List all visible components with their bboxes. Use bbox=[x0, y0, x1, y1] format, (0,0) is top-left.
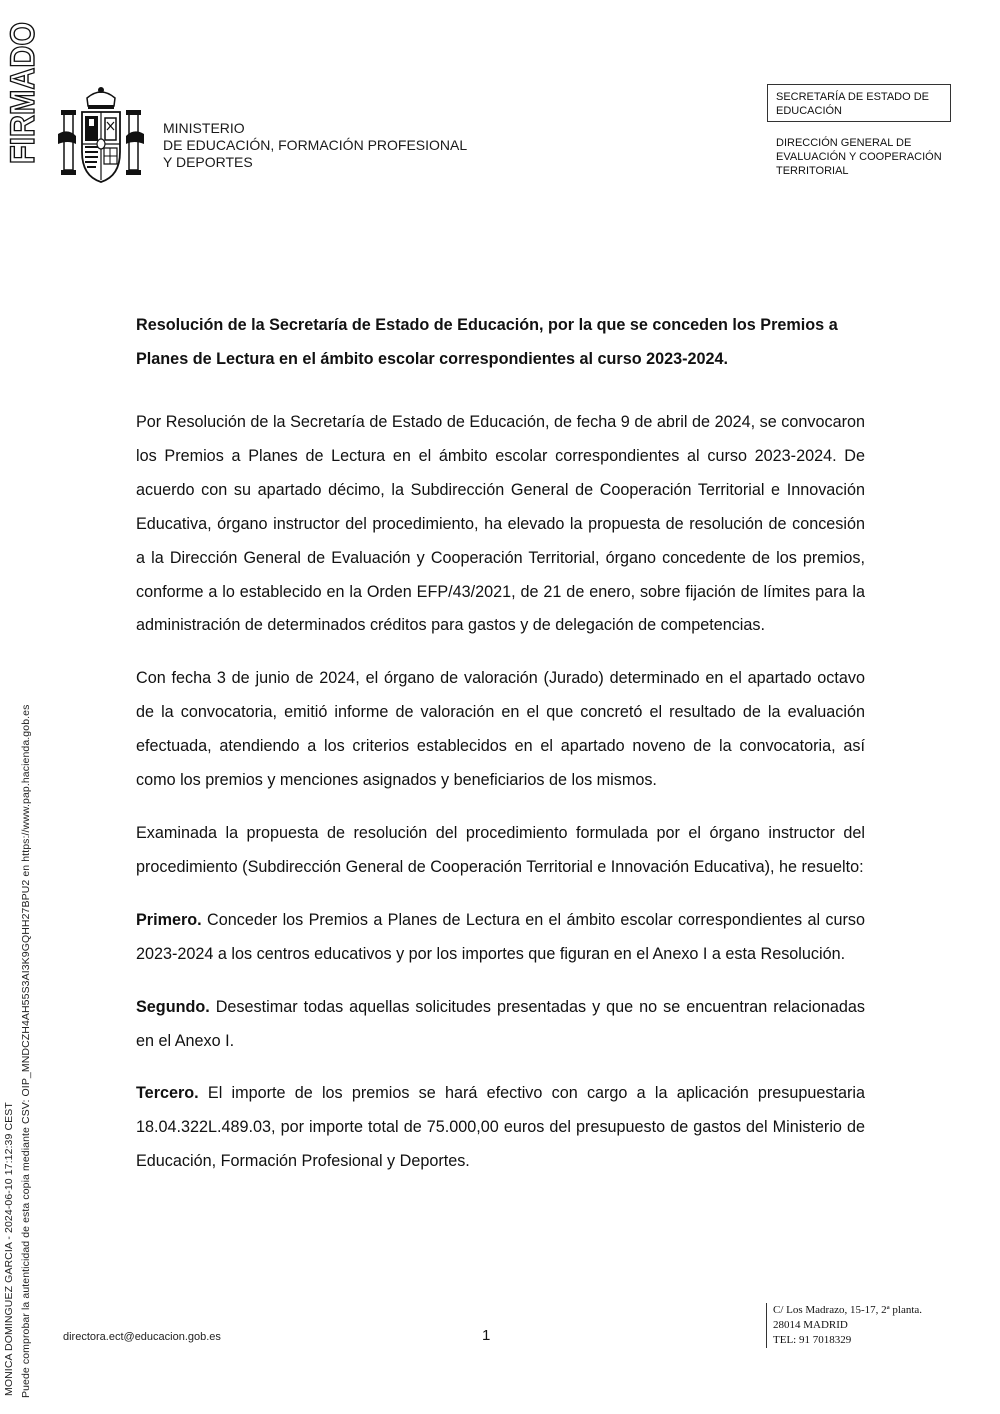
paragraph-convocatoria: Por Resolución de la Secretaría de Estado de Educación, de fecha 9 de abril de 2024, se convocaron los Premios a Planes de Lectura en el ámbito escolar correspondientes al curso 2023-2024. De acuerdo con su apartado décimo, la Subdirección General de Cooperación Territorial e Innovación Educativa, órgano instructor del procedimiento, ha elevado la propuesta de resolución de concesión a la Dirección General de Evaluación y Cooperación Territorial, órgano concedente de los premios, conforme a lo establecido en la Orden EFP/43/2021, de 21 de enero, sobre fijación de límites para la administración de determinados créditos para gastos y de delegación de competencias. bbox=[136, 413, 865, 635]
document-body bbox=[136, 308, 865, 1198]
address-line: TEL: 91 7018329 bbox=[773, 1334, 852, 1346]
resolution-segundo bbox=[136, 991, 865, 1059]
primero-text: Conceder los Premios a Planes de Lectura en el ámbito escolar correspondientes al curso 2023-2024 a los centros educativos y por los importes que figuran en el Anexo I a esta Resolución. bbox=[136, 910, 865, 963]
address-line: C/ Los Madrazo, 15-17, 2ª planta. bbox=[773, 1304, 923, 1316]
ministry-name bbox=[163, 120, 467, 171]
paragraph-jurado: Con fecha 3 de junio de 2024, el órgano de valoración (Jurado) determinado en el apartado octavo de la convocatoria, emitió informe de valoración en el que concretó el resultado de la evaluación efectuada, atendiendo a los criterios establecidos en el apartado noveno de la convocatoria, así como los premios y menciones asignados y beneficiarios de los mismos. bbox=[136, 669, 865, 790]
address-line: 28014 MADRID bbox=[773, 1319, 848, 1331]
footer-email: directora.ect@educacion.gob.es bbox=[63, 1331, 221, 1343]
paragraph-propuesta: Examinada la propuesta de resolución del procedimiento formulada por el órgano instructor del procedimiento (Subdirección General de Cooperación Territorial e Innovación Educativa), he resuelto: bbox=[136, 823, 865, 876]
resolution-primero bbox=[136, 904, 865, 972]
segundo-text: Desestimar todas aquellas solicitudes presentadas y que no se encuentran relacionadas en el Anexo I. bbox=[136, 997, 865, 1050]
tercero-label: Tercero. bbox=[136, 1084, 199, 1103]
direccion-general-label: DIRECCIÓN GENERAL DE EVALUACIÓN Y COOPERACIÓN TERRITORIAL bbox=[776, 137, 942, 177]
ministry-line: DE EDUCACIÓN, FORMACIÓN PROFESIONAL bbox=[163, 137, 468, 153]
signer-line: MONICA DOMINGUEZ GARCIA - 2024-06-10 17:12:39 CEST bbox=[3, 1102, 15, 1396]
footer-address bbox=[766, 1303, 963, 1348]
page-number: 1 bbox=[482, 1327, 491, 1344]
secretaria-box: SECRETARÍA DE ESTADO DE EDUCACIÓN bbox=[767, 84, 951, 122]
firmado-stamp-text: FIRMADO bbox=[4, 5, 42, 164]
primero-label: Primero. bbox=[136, 910, 202, 929]
segundo-label: Segundo. bbox=[136, 997, 210, 1016]
coat-of-arms-icon bbox=[54, 84, 148, 186]
csv-verification-line: Puede comprobar la autenticidad de esta copia mediante CSV: OIP_MNDCZH4AH55S3AI3K9GQHH27BPU2 en https://www.pap.hacienda.gob.es bbox=[20, 704, 32, 1398]
signature-margin bbox=[0, 0, 40, 1414]
resolution-tercero bbox=[136, 1077, 865, 1179]
ministry-line: Y DEPORTES bbox=[163, 154, 253, 170]
tercero-text: El importe de los premios se hará efectivo con cargo a la aplicación presupuestaria 18.04.322L.489.03, por importe total de 75.000,00 euros del presupuesto de gastos del Ministerio de Educación, Formación Profesional y Deportes. bbox=[136, 1084, 865, 1171]
document-title: Resolución de la Secretaría de Estado de Educación, por la que se conceden los Premios a Planes de Lectura en el ámbito escolar correspondientes al curso 2023-2024. bbox=[136, 316, 838, 368]
ministry-line: MINISTERIO bbox=[163, 120, 245, 136]
